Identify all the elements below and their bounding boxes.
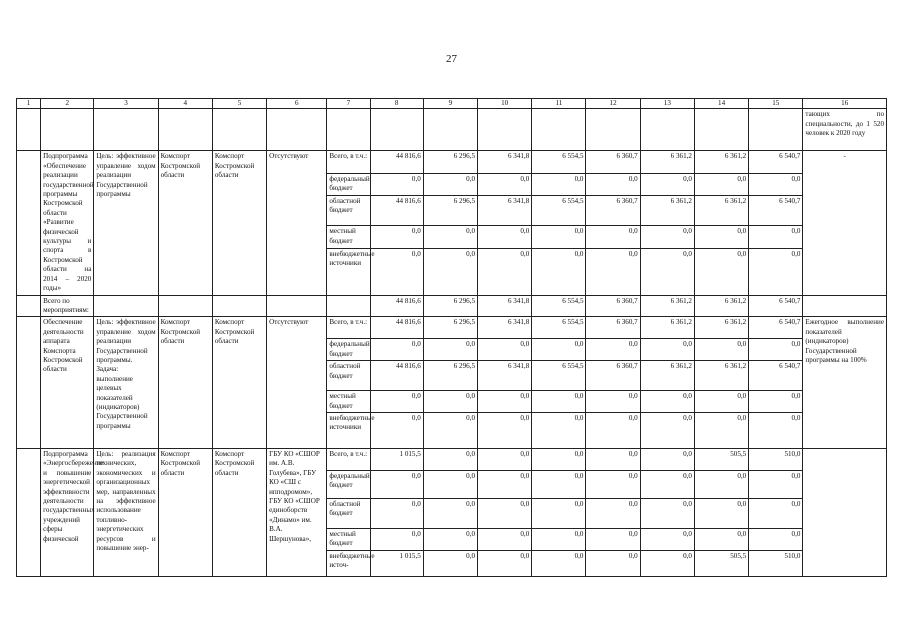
amount-cell: 0,0	[532, 339, 586, 361]
budget-table	[16, 98, 887, 577]
amount-cell: 0,0	[694, 173, 748, 195]
amount-cell: 0,0	[423, 339, 477, 361]
total-amount-cell: 44 816,6	[370, 295, 423, 317]
amount-cell: 510,0	[749, 448, 803, 470]
amount-cell: 0,0	[532, 448, 586, 470]
amount-cell: 0,0	[478, 550, 532, 576]
total-row	[17, 295, 887, 317]
header-cell: 1	[17, 99, 41, 109]
amount-cell: 0,0	[640, 498, 694, 528]
amount-cell: 6 360,7	[586, 195, 640, 226]
funding-source: внебюджетные источники	[327, 248, 370, 295]
funding-source: местный бюджет	[327, 528, 370, 550]
amount-cell: 0,0	[640, 470, 694, 498]
amount-cell: 0,0	[532, 412, 586, 448]
amount-cell: 44 816,6	[370, 195, 423, 226]
amount-cell: 0,0	[640, 248, 694, 295]
amount-cell: 0,0	[694, 528, 748, 550]
amount-cell: 0,0	[478, 470, 532, 498]
expected-result: Ежегодное выполнение показателей (индикаторов) Государственной программы на 100%	[803, 317, 887, 449]
header-cell: 10	[478, 99, 532, 109]
coexecutor: Комспорт Костромской области	[212, 317, 266, 449]
amount-cell: 0,0	[478, 339, 532, 361]
amount-cell: 6 341,8	[478, 195, 532, 226]
measure-name: Подпрограмма «Обеспечение реализации государственной программы Костромской области «Развитие физической культуры и спорта в Костромской области на 2014 – 2020 годы»	[41, 151, 94, 295]
amount-cell: 0,0	[532, 528, 586, 550]
amount-cell: 0,0	[478, 391, 532, 413]
amount-cell: 0,0	[586, 448, 640, 470]
amount-cell: 0,0	[640, 448, 694, 470]
amount-cell: 6 540,7	[749, 195, 803, 226]
funding-source: федеральный бюджет	[327, 470, 370, 498]
amount-cell: 0,0	[586, 391, 640, 413]
amount-cell: 0,0	[423, 173, 477, 195]
total-amount-cell: 6 361,2	[694, 295, 748, 317]
amount-cell: 505,5	[694, 448, 748, 470]
total-label: Всего по мероприятиям:	[41, 295, 94, 317]
amount-cell: 0,0	[694, 248, 748, 295]
amount-cell: 6 296,5	[423, 195, 477, 226]
amount-cell: 0,0	[532, 470, 586, 498]
amount-cell: 6 540,7	[749, 151, 803, 173]
total-amount-cell: 6 361,2	[640, 295, 694, 317]
amount-cell: 0,0	[370, 470, 423, 498]
header-cell: 9	[423, 99, 477, 109]
amount-cell: 0,0	[423, 391, 477, 413]
amount-cell: 0,0	[694, 339, 748, 361]
amount-cell: 0,0	[478, 498, 532, 528]
amount-cell: 6 361,2	[694, 317, 748, 339]
amount-cell: 1 015,5	[370, 550, 423, 576]
amount-cell: 0,0	[370, 528, 423, 550]
header-cell: 11	[532, 99, 586, 109]
amount-cell: 0,0	[640, 339, 694, 361]
amount-cell: 0,0	[749, 391, 803, 413]
amount-cell: 6 554,5	[532, 317, 586, 339]
amount-cell: 0,0	[478, 226, 532, 248]
amount-cell: 6 361,2	[694, 361, 748, 391]
expected-result: -	[803, 151, 887, 295]
funding-source: Всего, в т.ч.:	[327, 317, 370, 339]
amount-cell: 0,0	[640, 226, 694, 248]
total-amount-cell: 6 554,5	[532, 295, 586, 317]
amount-cell: 0,0	[640, 550, 694, 576]
amount-cell: 0,0	[586, 339, 640, 361]
amount-cell: 0,0	[478, 248, 532, 295]
amount-cell: 0,0	[423, 448, 477, 470]
amount-cell: 0,0	[423, 498, 477, 528]
amount-cell: 6 361,2	[640, 195, 694, 226]
participants: ГБУ КО «СШОР им. А.В. Голубева», ГБУ КО «СШ с ипподромом», ГБУ КО «СШОР единоборств «Динамо» им. В.А. Шершунова»,	[267, 448, 327, 576]
amount-cell: 0,0	[694, 498, 748, 528]
amount-cell: 6 540,7	[749, 361, 803, 391]
funding-source: Всего, в т.ч.:	[327, 448, 370, 470]
header-row	[17, 99, 887, 109]
amount-cell: 6 540,7	[749, 317, 803, 339]
coexecutor: Комспорт Костромской области	[212, 448, 266, 576]
amount-cell: 0,0	[532, 248, 586, 295]
amount-cell: 6 554,5	[532, 361, 586, 391]
amount-cell: 0,0	[586, 248, 640, 295]
funding-source: областной бюджет	[327, 361, 370, 391]
amount-cell: 0,0	[423, 226, 477, 248]
amount-cell: 510,0	[749, 550, 803, 576]
amount-cell: 0,0	[370, 248, 423, 295]
amount-cell: 44 816,6	[370, 151, 423, 173]
funding-source: местный бюджет	[327, 391, 370, 413]
measure-name: Обеспечение деятельности аппарата Комспорта Костромской области	[41, 317, 94, 449]
measure-name: Подпрограмма «Энергосбережение и повышение энергетической эффективности деятельности государственных учреждений сферы физической	[41, 448, 94, 576]
header-cell: 12	[586, 99, 640, 109]
amount-cell: 0,0	[478, 528, 532, 550]
amount-cell: 505,5	[694, 550, 748, 576]
header-cell: 16	[803, 99, 887, 109]
amount-cell: 0,0	[586, 498, 640, 528]
amount-cell: 0,0	[370, 226, 423, 248]
measure-goal: Цель: эффективное управление ходом реализации Государственной программы. Задача: выполнение целевых показателей (индикаторов) Государственной программы	[94, 317, 158, 449]
funding-source: областной бюджет	[327, 498, 370, 528]
amount-cell: 0,0	[749, 248, 803, 295]
funding-source: федеральный бюджет	[327, 339, 370, 361]
amount-cell: 0,0	[640, 528, 694, 550]
amount-cell: 0,0	[370, 412, 423, 448]
amount-cell: 0,0	[586, 470, 640, 498]
amount-cell: 0,0	[749, 173, 803, 195]
amount-cell: 0,0	[586, 528, 640, 550]
amount-cell: 0,0	[423, 248, 477, 295]
table-row	[17, 448, 887, 470]
funding-source: внебюджетные источники	[327, 412, 370, 448]
amount-cell: 0,0	[640, 412, 694, 448]
amount-cell: 6 360,7	[586, 361, 640, 391]
continuation-row	[17, 109, 887, 151]
amount-cell: 0,0	[586, 226, 640, 248]
amount-cell: 44 816,6	[370, 361, 423, 391]
funding-source: местный бюджет	[327, 226, 370, 248]
amount-cell: 0,0	[532, 226, 586, 248]
amount-cell: 0,0	[749, 412, 803, 448]
header-cell: 6	[267, 99, 327, 109]
amount-cell: 0,0	[423, 470, 477, 498]
amount-cell: 0,0	[423, 412, 477, 448]
header-cell: 3	[94, 99, 158, 109]
total-amount-cell: 6 341,8	[478, 295, 532, 317]
amount-cell: 0,0	[749, 528, 803, 550]
header-cell: 13	[640, 99, 694, 109]
amount-cell: 0,0	[694, 470, 748, 498]
amount-cell: 6 361,2	[640, 361, 694, 391]
amount-cell: 0,0	[586, 173, 640, 195]
amount-cell: 6 361,2	[694, 151, 748, 173]
header-cell: 8	[370, 99, 423, 109]
amount-cell: 0,0	[586, 550, 640, 576]
amount-cell: 1 015,5	[370, 448, 423, 470]
executor: Комспорт Костромской области	[158, 448, 212, 576]
amount-cell: 6 361,2	[640, 317, 694, 339]
page-number: 27	[446, 53, 457, 65]
amount-cell: 0,0	[423, 528, 477, 550]
amount-cell: 0,0	[532, 391, 586, 413]
amount-cell: 44 816,6	[370, 317, 423, 339]
amount-cell: 0,0	[532, 498, 586, 528]
amount-cell: 6 554,5	[532, 195, 586, 226]
header-cell: 2	[41, 99, 94, 109]
measure-goal: Цель: эффективное управление ходом реализации Государственной программы	[94, 151, 158, 295]
amount-cell: 0,0	[694, 226, 748, 248]
executor: Комспорт Костромской области	[158, 151, 212, 295]
amount-cell: 0,0	[640, 391, 694, 413]
expected-result	[803, 448, 887, 576]
amount-cell: 0,0	[370, 339, 423, 361]
amount-cell: 0,0	[749, 226, 803, 248]
header-cell: 5	[212, 99, 266, 109]
amount-cell: 0,0	[532, 550, 586, 576]
amount-cell: 6 296,5	[423, 317, 477, 339]
amount-cell: 6 554,5	[532, 151, 586, 173]
amount-cell: 0,0	[749, 339, 803, 361]
amount-cell: 0,0	[478, 412, 532, 448]
header-cell: 15	[749, 99, 803, 109]
measure-goal: Цель: реализация технических, экономических и организационных мер, направленных на эффективное использование топливно-энергетических ресурсов и повышение энер-	[94, 448, 158, 576]
amount-cell: 0,0	[370, 173, 423, 195]
total-amount-cell: 6 296,5	[423, 295, 477, 317]
header-cell: 14	[694, 99, 748, 109]
amount-cell: 6 341,8	[478, 317, 532, 339]
funding-source: федеральный бюджет	[327, 173, 370, 195]
participants: Отсутствуют	[267, 317, 327, 449]
amount-cell: 0,0	[749, 470, 803, 498]
table-body	[17, 99, 887, 577]
amount-cell: 6 361,2	[694, 195, 748, 226]
continuation-note: тающих по специальности, до 1 520 человек к 2020 году	[803, 109, 887, 151]
amount-cell: 0,0	[478, 448, 532, 470]
total-amount-cell: 6 540,7	[749, 295, 803, 317]
amount-cell: 0,0	[478, 173, 532, 195]
amount-cell: 6 360,7	[586, 317, 640, 339]
amount-cell: 6 361,2	[640, 151, 694, 173]
total-amount-cell: 6 360,7	[586, 295, 640, 317]
amount-cell: 0,0	[694, 391, 748, 413]
amount-cell: 6 296,5	[423, 151, 477, 173]
executor: Комспорт Костромской области	[158, 317, 212, 449]
header-cell: 4	[158, 99, 212, 109]
amount-cell: 6 341,8	[478, 151, 532, 173]
amount-cell: 0,0	[370, 498, 423, 528]
amount-cell: 6 296,5	[423, 361, 477, 391]
amount-cell: 6 341,8	[478, 361, 532, 391]
amount-cell: 0,0	[370, 391, 423, 413]
header-cell: 7	[327, 99, 370, 109]
table-row	[17, 151, 887, 173]
table-row	[17, 317, 887, 339]
amount-cell: 0,0	[423, 550, 477, 576]
amount-cell: 0,0	[749, 498, 803, 528]
amount-cell: 0,0	[694, 412, 748, 448]
coexecutor: Комспорт Костромской области	[212, 151, 266, 295]
funding-source: областной бюджет	[327, 195, 370, 226]
amount-cell: 0,0	[586, 412, 640, 448]
amount-cell: 6 360,7	[586, 151, 640, 173]
funding-source: внебюджетные источ-	[327, 550, 370, 576]
funding-source: Всего, в т.ч.:	[327, 151, 370, 173]
participants: Отсутствуют	[267, 151, 327, 295]
amount-cell: 0,0	[532, 173, 586, 195]
amount-cell: 0,0	[640, 173, 694, 195]
